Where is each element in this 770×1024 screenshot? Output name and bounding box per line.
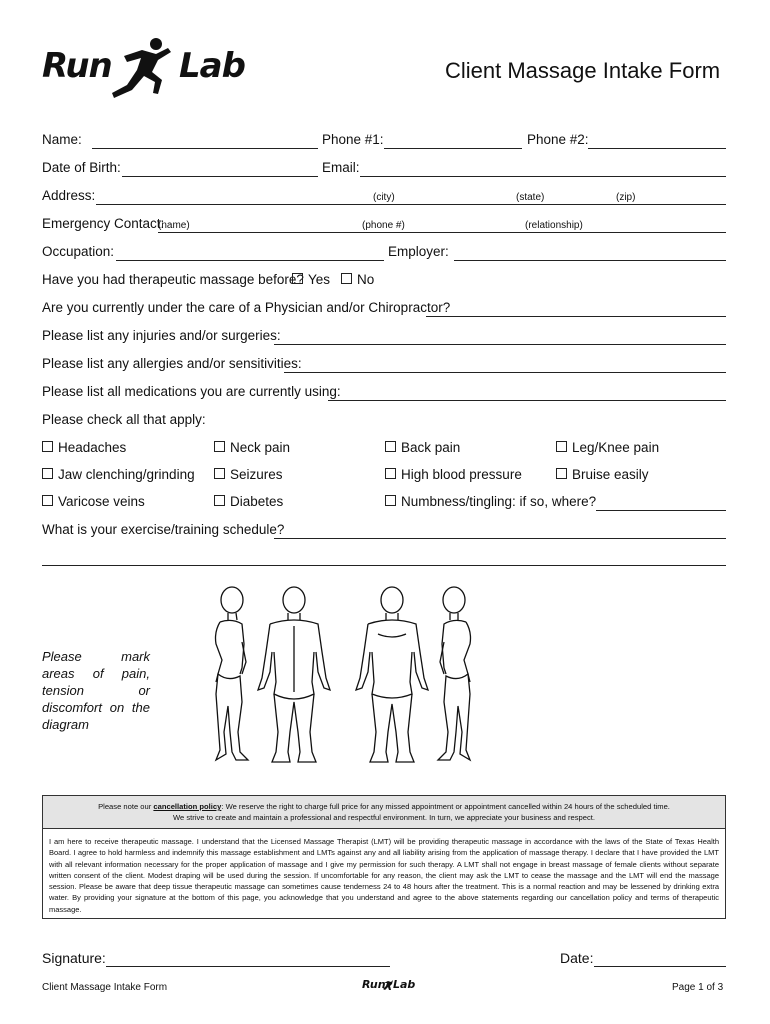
back-pain-checkbox[interactable] xyxy=(385,440,460,455)
name-label: Name: xyxy=(42,132,82,147)
no-checkbox[interactable] xyxy=(341,272,374,287)
address-label: Address: xyxy=(42,188,96,203)
condition-label: Seizures xyxy=(230,467,283,482)
zip-hint: (zip) xyxy=(616,192,636,203)
exercise-field-extra[interactable] xyxy=(42,565,726,566)
cancellation-policy-header xyxy=(43,796,725,829)
body-side-right-figure xyxy=(438,587,471,760)
checkbox-icon xyxy=(42,441,53,452)
massage-before-question: Have you had therapeutic massage before? xyxy=(42,272,304,287)
condition-label: High blood pressure xyxy=(401,467,522,482)
emergency-relationship-hint: (relationship) xyxy=(525,220,583,231)
diagram-note: Please mark areas of pain, tension or discomfort on the diagram xyxy=(42,649,150,732)
checkbox-icon xyxy=(556,468,567,479)
yes-checkbox[interactable] xyxy=(292,272,330,287)
dob-field[interactable] xyxy=(122,176,318,177)
date-field[interactable] xyxy=(594,966,726,967)
physician-question: Are you currently under the care of a Physician and/or Chiropractor? xyxy=(42,300,451,315)
footer-title: Client Massage Intake Form xyxy=(42,982,168,993)
policy-line1: : We reserve the right to charge full price for any missed appointment or appointment cancelled within 24 hours of the scheduled time. xyxy=(221,802,670,811)
diabetes-checkbox[interactable] xyxy=(214,494,283,509)
condition-label: Back pain xyxy=(401,440,461,455)
policy-prefix: Please note our xyxy=(98,802,154,811)
allergies-question: Please list any allergies and/or sensitivities: xyxy=(42,356,302,371)
seizures-checkbox[interactable] xyxy=(214,467,283,482)
emergency-label: Emergency Contact: xyxy=(42,216,165,231)
email-label: Email: xyxy=(322,160,360,175)
name-field[interactable] xyxy=(92,148,318,149)
checkbox-icon xyxy=(556,441,567,452)
body-front-figure xyxy=(356,587,428,762)
phone1-field[interactable] xyxy=(384,148,522,149)
exercise-field[interactable] xyxy=(274,538,726,539)
exercise-question: What is your exercise/training schedule? xyxy=(42,522,285,537)
footer-logo-lab: Lab xyxy=(393,978,416,991)
email-field[interactable] xyxy=(360,176,726,177)
condition-label: Headaches xyxy=(58,440,127,455)
condition-label: Numbness/tingling: if so, where? xyxy=(401,494,597,509)
page-number: Page 1 of 3 xyxy=(672,982,724,993)
allergies-field[interactable] xyxy=(284,372,726,373)
checkbox-icon xyxy=(214,441,225,452)
headaches-checkbox[interactable] xyxy=(42,440,126,455)
checkbox-icon xyxy=(214,468,225,479)
emergency-field[interactable] xyxy=(158,232,726,233)
bruise-easily-checkbox[interactable] xyxy=(556,467,649,482)
runlab-logo xyxy=(42,36,257,104)
emergency-phone-hint: (phone #) xyxy=(362,220,405,231)
checkbox-icon xyxy=(42,495,53,506)
signature-label: Signature: xyxy=(42,950,106,966)
phone2-field[interactable] xyxy=(588,148,726,149)
no-label: No xyxy=(357,272,375,287)
occupation-field[interactable] xyxy=(116,260,384,261)
address-field[interactable] xyxy=(96,204,726,205)
physician-field[interactable] xyxy=(426,316,726,317)
employer-label: Employer: xyxy=(388,244,449,259)
runner-icon xyxy=(104,36,182,104)
numbness-checkbox[interactable] xyxy=(385,494,596,509)
date-label: Date: xyxy=(560,950,594,966)
cancellation-policy-link: cancellation policy xyxy=(153,802,222,811)
phone2-label: Phone #2: xyxy=(527,132,589,147)
leg-knee-pain-checkbox[interactable] xyxy=(556,440,659,455)
checkbox-icon xyxy=(214,495,225,506)
yes-label: Yes xyxy=(308,272,331,287)
occupation-label: Occupation: xyxy=(42,244,115,259)
condition-label: Jaw clenching/grinding xyxy=(58,467,195,482)
medications-question: Please list all medications you are currently using: xyxy=(42,384,341,399)
phone1-label: Phone #1: xyxy=(322,132,384,147)
varicose-veins-checkbox[interactable] xyxy=(42,494,145,509)
state-hint: (state) xyxy=(516,192,545,203)
neck-pain-checkbox[interactable] xyxy=(214,440,290,455)
injuries-field[interactable] xyxy=(274,344,726,345)
policy-body: I am here to receive therapeutic massage. I understand that the Licensed Massage Therapist (LMT) will be providing therapeutic massage in accordance with the laws of the State of Texas Health Board. I agree to hold harmless and indemnify this massage establishment and LMTs against any and all liability arising from the application of massage therapy. I declare that I have provided the LMT with all relevant information necessary for the proper application of massage and I give my permission for such therapy. A LMT shall not engage in breast massage of female clients without separate written consent of the client. Modest draping will be used during the session. If uncomfortable for any reason, the client may ask the LMT to cease the massage and the LMT will end the massage session. Please be aware that deep tissue therapeutic massage can sometimes cause tenderness 24 to 48 hours after the treatment. This is a normal reaction and may be lessened by drinking extra water. By providing your signature at the bottom of this page, you acknowledge that you understand and agree to the above statements regarding our cancellation policy and terms of therapeutic massage. xyxy=(49,837,719,914)
numbness-where-field[interactable] xyxy=(596,510,726,511)
logo-run-text: Run xyxy=(42,46,112,86)
condition-label: Leg/Knee pain xyxy=(572,440,660,455)
checkbox-icon xyxy=(42,468,53,479)
check-all-label: Please check all that apply: xyxy=(42,412,206,427)
condition-label: Bruise easily xyxy=(572,467,649,482)
checkbox-icon xyxy=(292,273,303,284)
footer-logo-run: Run xyxy=(362,978,386,991)
policy-line2: We strive to create and maintain a professional and respectful environment. In turn, we appreciate your business and respect. xyxy=(173,813,595,822)
city-hint: (city) xyxy=(373,192,395,203)
footer-logo xyxy=(362,978,416,994)
signature-field[interactable] xyxy=(106,966,390,967)
form-title: Client Massage Intake Form xyxy=(445,58,721,83)
medications-field[interactable] xyxy=(328,400,726,401)
dob-label: Date of Birth: xyxy=(42,160,121,175)
high-blood-pressure-checkbox[interactable] xyxy=(385,467,522,482)
body-back-figure xyxy=(258,587,330,762)
policy-box xyxy=(42,795,726,919)
checkbox-icon xyxy=(385,441,396,452)
injuries-question: Please list any injuries and/or surgeries: xyxy=(42,328,281,343)
emergency-name-hint: (name) xyxy=(158,220,190,231)
checkbox-icon xyxy=(385,495,396,506)
condition-label: Varicose veins xyxy=(58,494,145,509)
condition-label: Diabetes xyxy=(230,494,284,509)
checkbox-icon xyxy=(385,468,396,479)
body-side-left-figure xyxy=(216,587,249,760)
checkbox-icon xyxy=(341,273,352,284)
body-diagram[interactable] xyxy=(198,582,488,772)
employer-field[interactable] xyxy=(454,260,726,261)
condition-label: Neck pain xyxy=(230,440,291,455)
logo-lab-text: Lab xyxy=(179,46,245,86)
jaw-clenching-checkbox[interactable] xyxy=(42,467,195,482)
